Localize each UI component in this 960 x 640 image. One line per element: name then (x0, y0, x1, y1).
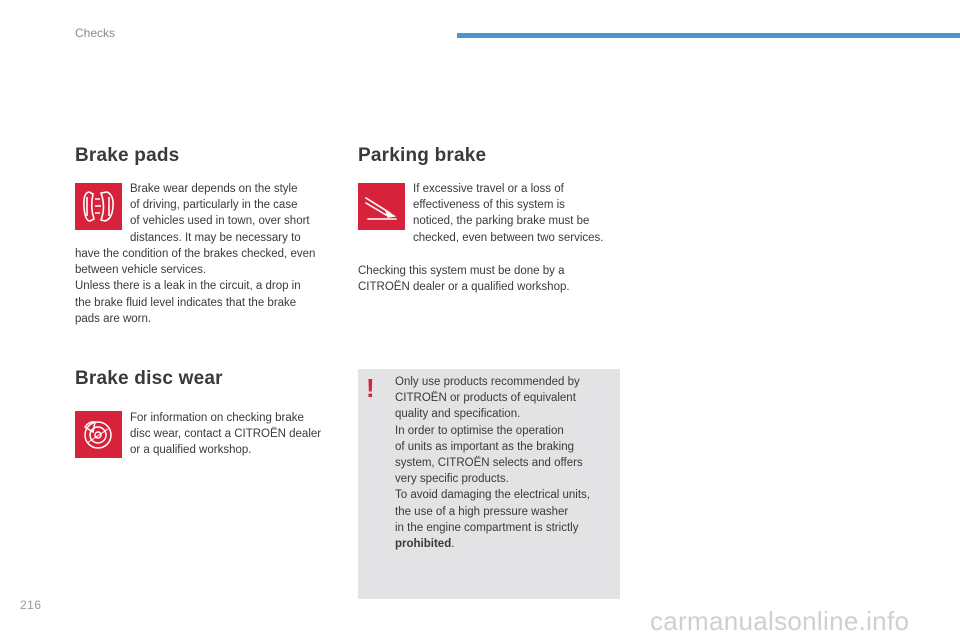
text-line: Unless there is a leak in the circuit, a drop in (75, 280, 301, 293)
text-line: If excessive travel or a loss of (413, 183, 564, 195)
parking-brake-heading: Parking brake (358, 145, 487, 166)
text-line: noticed, the parking brake must be (413, 215, 590, 228)
brake-pads-text (75, 246, 345, 327)
text-line (395, 536, 617, 552)
text-line: distances. It may be necessary to (130, 231, 301, 244)
text-line: Checking this system must be done by a (358, 265, 565, 277)
text-line: pads are worn. (75, 312, 152, 325)
text-line: the use of a high pressure washer (395, 505, 569, 518)
text-line: or a qualified workshop. (130, 444, 252, 457)
header-rule (457, 33, 960, 38)
brake-pads-heading: Brake pads (75, 145, 180, 166)
text-line: between vehicle services. (75, 264, 207, 277)
parking-brake-text (413, 181, 628, 246)
text-line: in the engine compartment is strictly (395, 521, 579, 534)
text-line: For information on checking brake (130, 412, 304, 424)
brake-pads-icon (75, 183, 122, 230)
page-number: 216 (20, 598, 42, 612)
text-line: the brake fluid level indicates that the brake (75, 296, 297, 309)
brake-disc-text (130, 410, 345, 459)
text-line: Only use products recommended by (395, 376, 580, 388)
prohibited-emphasis: prohibited (395, 538, 452, 551)
text-line: very specific products. (395, 473, 509, 486)
text-line: CITROËN or products of equivalent (395, 392, 576, 405)
text-line: system, CITROËN selects and offers (395, 457, 583, 470)
text-line: have the condition of the brakes checked, even (75, 248, 316, 260)
text-line: effectiveness of this system is (413, 199, 565, 212)
text-line: To avoid damaging the electrical units, (395, 489, 590, 502)
watermark: carmanualsonline.info (650, 606, 910, 636)
text-line: checked, even between two services. (413, 231, 604, 244)
text-line: quality and specification. (395, 408, 521, 421)
warning-text (395, 374, 617, 552)
text-line: disc wear, contact a CITROËN dealer (130, 428, 322, 441)
brake-disc-icon (75, 411, 122, 458)
brake-pads-text-indented (130, 181, 335, 246)
parking-brake-icon (358, 183, 405, 230)
section-title: Checks (75, 26, 116, 40)
text-line: of units as important as the braking (395, 440, 574, 453)
brake-disc-heading: Brake disc wear (75, 368, 223, 389)
warning-icon: ! (366, 373, 375, 403)
text-line: Brake wear depends on the style (130, 183, 298, 195)
text-line: CITROËN dealer or a qualified workshop. (358, 281, 570, 294)
text-fragment: . (451, 538, 455, 551)
text-line: of driving, particularly in the case (130, 199, 298, 212)
parking-brake-note (358, 263, 618, 295)
text-line: of vehicles used in town, over short (130, 215, 310, 228)
text-line: In order to optimise the operation (395, 424, 564, 437)
